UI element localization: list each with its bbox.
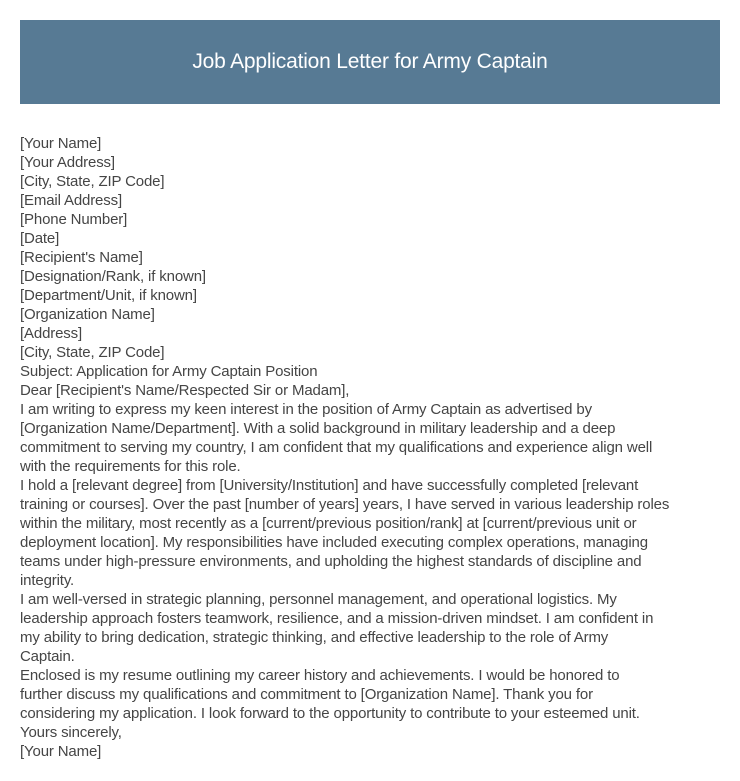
page-header [20, 20, 720, 104]
letter-line: [Date] [20, 230, 60, 247]
letter-line: [Phone Number] [20, 211, 128, 228]
letter-line: deployment location]. My responsibilities have included executing complex operations, managing [20, 534, 648, 551]
letter-line: Enclosed is my resume outlining my career history and achievements. I would be honored to [20, 667, 620, 684]
letter-line: teams under high-pressure environments, and upholding the highest standards of discipline and [20, 553, 642, 570]
letter-line: [City, State, ZIP Code] [20, 173, 165, 190]
letter-line: considering my application. I look forward to the opportunity to contribute to your esteemed unit. [20, 705, 640, 722]
letter-line: Yours sincerely, [20, 724, 122, 741]
letter-line: training or courses]. Over the past [number of years] years, I have served in various leadership roles [20, 496, 670, 513]
letter-line: Captain. [20, 648, 75, 665]
letter-line: [City, State, ZIP Code] [20, 344, 165, 361]
letter-line: commitment to serving my country, I am confident that my qualifications and experience align well [20, 439, 653, 456]
letter-line: [Department/Unit, if known] [20, 287, 197, 304]
letter-line: [Email Address] [20, 192, 122, 209]
letter-line: I am well-versed in strategic planning, personnel management, and operational logistics. My [20, 591, 617, 608]
letter-line: [Designation/Rank, if known] [20, 268, 206, 285]
letter-line: [Address] [20, 325, 83, 342]
letter-line: [Recipient's Name] [20, 249, 143, 266]
letter-line: within the military, most recently as a [current/previous position/rank] at [current/previous unit or [20, 515, 637, 532]
letter-line: with the requirements for this role. [20, 458, 241, 475]
letter-line: Dear [Recipient's Name/Respected Sir or Madam], [20, 382, 350, 399]
letter-line: integrity. [20, 572, 75, 589]
letter-line: [Organization Name/Department]. With a solid background in military leadership and a deep [20, 420, 616, 437]
letter-line: I am writing to express my keen interest in the position of Army Captain as advertised by [20, 401, 592, 418]
letter-line: [Organization Name] [20, 306, 155, 323]
letter-line: I hold a [relevant degree] from [University/Institution] and have successfully completed [relevant [20, 477, 639, 494]
letter-line: [Your Name] [20, 743, 102, 760]
letter-line: my ability to bring dedication, strategic thinking, and effective leadership to the role of Army [20, 629, 609, 646]
page-title: Job Application Letter for Army Captain [192, 50, 548, 73]
letter-line: leadership approach fosters teamwork, resilience, and a mission-driven mindset. I am confident in [20, 610, 654, 627]
letter-line: [Your Address] [20, 154, 115, 171]
letter-body [20, 134, 720, 761]
letter-line: Subject: Application for Army Captain Position [20, 363, 318, 380]
letter-line: further discuss my qualifications and commitment to [Organization Name]. Thank you for [20, 686, 593, 703]
letter-line: [Your Name] [20, 135, 102, 152]
